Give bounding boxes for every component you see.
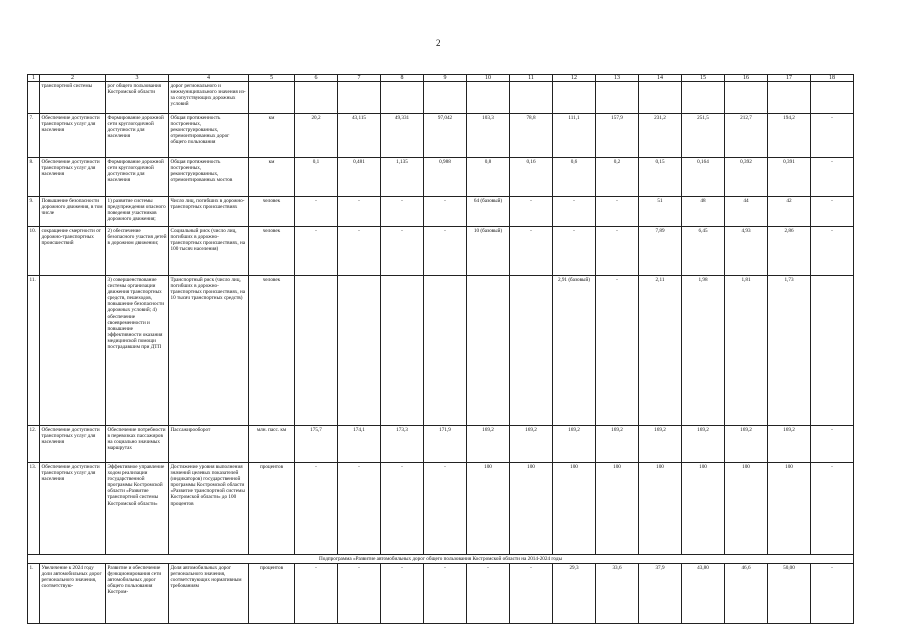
table-cell: - xyxy=(295,564,338,624)
indicators-table xyxy=(27,74,854,624)
goal-cell: сокращение смертности от дорожно-транспортных происшествий xyxy=(40,227,106,276)
table-row xyxy=(28,463,854,555)
table-cell: 1,135 xyxy=(381,158,424,197)
table-cell: Формирование дорожной сети круглогодичной доступности для населения xyxy=(106,114,169,158)
table-cell: 7 xyxy=(338,75,381,82)
table-cell xyxy=(381,276,424,426)
table-cell xyxy=(424,82,467,114)
table-cell: 0,391 xyxy=(768,158,811,197)
table-row xyxy=(28,276,854,426)
table-cell xyxy=(682,82,725,114)
subprogram-title: Подпрограмма «Развитие автомобильных дорог общего пользования Костромской области на 2014-2024 годы xyxy=(28,555,854,564)
table-cell: 169,2 xyxy=(682,426,725,463)
row-number-cell: 9. xyxy=(28,197,40,227)
table-cell: 169,2 xyxy=(553,426,596,463)
table-cell: 10 xyxy=(467,75,510,82)
table-cell: 0,2 xyxy=(596,158,639,197)
table-cell: человек xyxy=(249,197,295,227)
row-number-cell: 1. xyxy=(28,564,40,624)
table-cell: 157,9 xyxy=(596,114,639,158)
table-cell: 13 xyxy=(596,75,639,82)
table-cell: 0,988 xyxy=(424,158,467,197)
table-cell: 100 xyxy=(682,463,725,555)
table-cell: Доля автомобильных дорог регионального значения, соответствующих нормативным требованиям xyxy=(169,564,249,624)
table-cell: - xyxy=(424,227,467,276)
table-cell: 44 xyxy=(725,197,768,227)
table-cell: 15 xyxy=(682,75,725,82)
table-cell: - xyxy=(381,463,424,555)
table-cell: 169,2 xyxy=(725,426,768,463)
table-cell: - xyxy=(381,197,424,227)
table-cell xyxy=(338,82,381,114)
table-cell: - xyxy=(467,564,510,624)
table-cell: человек xyxy=(249,276,295,426)
table-row xyxy=(28,227,854,276)
goal-cell: Обеспечение доступности транспортных услуг для населения xyxy=(40,463,106,555)
table-cell: 78,8 xyxy=(510,114,553,158)
table-cell: 9 xyxy=(424,75,467,82)
goal-cell: Увеличение к 2024 году доли автомобильных дорог регионального значения, соответствую- xyxy=(40,564,106,624)
table-cell xyxy=(424,276,467,426)
table-cell: 100 xyxy=(553,463,596,555)
table-cell: 169,2 xyxy=(639,426,682,463)
table-cell xyxy=(249,82,295,114)
table-cell xyxy=(596,82,639,114)
table-cell: 10 (базовый) xyxy=(467,227,510,276)
table-cell: Общая протяженность построенных, реконструированных, отремонтированных мостов xyxy=(169,158,249,197)
table-cell: 0,392 xyxy=(725,158,768,197)
goal-cell: транспортной системы xyxy=(40,82,106,114)
table-cell: - xyxy=(424,197,467,227)
table-cell: 169,2 xyxy=(768,426,811,463)
table-cell: Социальный риск (число лиц, погибших в дорожно-транспортных происшествиях, на 100 тысяч населения) xyxy=(169,227,249,276)
page-number: 2 xyxy=(436,38,441,48)
table-cell: - xyxy=(553,227,596,276)
table-cell: 51 xyxy=(639,197,682,227)
table-cell: - xyxy=(553,197,596,227)
table-cell: 100 xyxy=(768,463,811,555)
table-cell: человек xyxy=(249,227,295,276)
table-cell: - xyxy=(381,227,424,276)
table-cell: - xyxy=(510,564,553,624)
table-row xyxy=(28,564,854,624)
table-cell: 97,042 xyxy=(424,114,467,158)
goal-cell xyxy=(40,276,106,426)
table-cell: - xyxy=(381,564,424,624)
table-cell xyxy=(467,276,510,426)
table-cell: - xyxy=(811,114,854,158)
table-cell: 0,164 xyxy=(682,158,725,197)
table-cell xyxy=(295,82,338,114)
table-cell: Общая протяженность построенных, реконструированных, отремонтированных дорог общего пользования xyxy=(169,114,249,158)
table-cell xyxy=(553,82,596,114)
table-cell: 169,2 xyxy=(596,426,639,463)
table-cell: 111,1 xyxy=(553,114,596,158)
table-cell: 18 xyxy=(811,75,854,82)
table-cell: 16 xyxy=(725,75,768,82)
goal-cell: Обеспечение доступности транспортных услуг для населения xyxy=(40,158,106,197)
table-cell: 231,2 xyxy=(639,114,682,158)
table-cell: 2,91 (базовый) xyxy=(553,276,596,426)
table-cell: 11 xyxy=(510,75,553,82)
table-cell: 100 xyxy=(725,463,768,555)
table-cell: 4,93 xyxy=(725,227,768,276)
table-cell xyxy=(768,82,811,114)
table-cell: 14 xyxy=(639,75,682,82)
table-cell: 169,2 xyxy=(467,426,510,463)
table-cell: 0,481 xyxy=(338,158,381,197)
table-cell: 43,115 xyxy=(338,114,381,158)
table-cell xyxy=(510,276,553,426)
table-cell: Достижение уровня выполнения значений целевых показателей (индикаторов) государственной программы Костромской области «Развитие транспортной системы Костромской области» до 100 процентов xyxy=(169,463,249,555)
table-cell: Формирование дорожной сети круглогодичной доступности для населения xyxy=(106,158,169,197)
subprogram-title-row xyxy=(28,555,854,564)
table-cell: 42 xyxy=(768,197,811,227)
table-cell: - xyxy=(338,463,381,555)
table-cell: - xyxy=(338,564,381,624)
table-cell: 5 xyxy=(249,75,295,82)
table-cell: 1) развитие системы предупреждения опасного поведения участников дорожного движения; xyxy=(106,197,169,227)
table-cell: 171,9 xyxy=(424,426,467,463)
table-cell: 0,6 xyxy=(553,158,596,197)
table-cell: 1,81 xyxy=(725,276,768,426)
table-cell: - xyxy=(338,227,381,276)
table-cell: 194,2 xyxy=(768,114,811,158)
table-cell xyxy=(295,276,338,426)
table-cell: - xyxy=(510,197,553,227)
table-cell: 7,89 xyxy=(639,227,682,276)
table-cell: 212,7 xyxy=(725,114,768,158)
table-cell: 2 xyxy=(40,75,106,82)
table-cell: - xyxy=(338,197,381,227)
table-cell: 29,3 xyxy=(553,564,596,624)
table-cell: км xyxy=(249,158,295,197)
table-cell xyxy=(725,82,768,114)
table-cell: 175,7 xyxy=(295,426,338,463)
table-cell: - xyxy=(596,276,639,426)
table-cell: 0,15 xyxy=(639,158,682,197)
row-number-cell: 8. xyxy=(28,158,40,197)
table-cell: 6,45 xyxy=(682,227,725,276)
table-cell xyxy=(467,82,510,114)
table-cell: км xyxy=(249,114,295,158)
table-cell: 4 xyxy=(169,75,249,82)
table-cell xyxy=(811,276,854,426)
table-cell xyxy=(639,82,682,114)
row-number-cell: 7. xyxy=(28,114,40,158)
table-cell xyxy=(811,82,854,114)
table-cell: - xyxy=(811,197,854,227)
table-cell: - xyxy=(811,564,854,624)
table-row xyxy=(28,197,854,227)
table-row xyxy=(28,158,854,197)
table-cell: 100 xyxy=(467,463,510,555)
table-cell: Пассажирооборот xyxy=(169,426,249,463)
table-cell: 43,80 xyxy=(682,564,725,624)
table-body xyxy=(28,75,854,624)
table-cell: - xyxy=(811,426,854,463)
goal-cell: Повышение безопасности дорожного движения, в том числе xyxy=(40,197,106,227)
table-cell: 174,1 xyxy=(338,426,381,463)
table-cell: 2) обеспечение безопасного участия детей в дорожном движении; xyxy=(106,227,169,276)
table-cell: млн. пасс. км xyxy=(249,426,295,463)
table-cell: 48 xyxy=(682,197,725,227)
table-cell: рог общего пользования Костромской области xyxy=(106,82,169,114)
table-cell: 6 xyxy=(295,75,338,82)
table-cell: 100 xyxy=(639,463,682,555)
table-cell: 0,1 xyxy=(295,158,338,197)
table-cell: Развитие и обеспечение функционирования сети автомобильных дорог общего пользования Костром- xyxy=(106,564,169,624)
table-cell: 3) совершенствование системы организации движения транспортных средств, пешеходов, повышение безопасности дорожных условий; 4) обеспечение своевременности и повышение эффективности оказания медицинской помощи пострадавшим при ДТП xyxy=(106,276,169,426)
table-cell: 46,6 xyxy=(725,564,768,624)
row-number-cell xyxy=(28,82,40,114)
table-cell: процентов xyxy=(249,463,295,555)
table-cell: - xyxy=(424,564,467,624)
table-cell: 64 (базовый) xyxy=(467,197,510,227)
table-cell: 8 xyxy=(381,75,424,82)
table-cell: 2,11 xyxy=(639,276,682,426)
table-row xyxy=(28,426,854,463)
table-cell: 1,73 xyxy=(768,276,811,426)
goal-cell: Обеспечение доступности транспортных услуг для населения xyxy=(40,114,106,158)
table-cell: 251,5 xyxy=(682,114,725,158)
row-number-cell: 12. xyxy=(28,426,40,463)
table-cell: - xyxy=(510,227,553,276)
table-cell xyxy=(381,82,424,114)
table-cell: - xyxy=(596,197,639,227)
table-header-row xyxy=(28,75,854,82)
table-cell: - xyxy=(596,227,639,276)
table-cell xyxy=(338,276,381,426)
table-cell: - xyxy=(295,227,338,276)
table-cell: 103,3 xyxy=(467,114,510,158)
table-cell: 37,9 xyxy=(639,564,682,624)
table-cell: - xyxy=(424,463,467,555)
table-cell: 3 xyxy=(106,75,169,82)
table-cell: - xyxy=(295,197,338,227)
row-number-cell: 10. xyxy=(28,227,40,276)
table-cell: 12 xyxy=(553,75,596,82)
table-cell: процентов xyxy=(249,564,295,624)
table-cell: Обеспечение потребности в перевозках пассажиров на социально значимых маршрутах xyxy=(106,426,169,463)
table-cell: 0,8 xyxy=(467,158,510,197)
table-cell: - xyxy=(811,463,854,555)
table-row xyxy=(28,82,854,114)
goal-cell: Обеспечение доступности транспортных услуг для населения xyxy=(40,426,106,463)
table-cell xyxy=(510,82,553,114)
table-cell: 173,3 xyxy=(381,426,424,463)
table-cell: Транспортный риск (число лиц, погибших в дорожно-транспортных происшествиях, на 10 тысяч транспортных средств) xyxy=(169,276,249,426)
table-cell: - xyxy=(811,158,854,197)
table-cell: Эффективное управление ходом реализации государственной программы Костромской области «Развитие транспортной системы Костромской области» xyxy=(106,463,169,555)
table-cell: дорог регионального и межмуниципального значения из-за сопутствующих дорожных условий xyxy=(169,82,249,114)
table-cell: 20,2 xyxy=(295,114,338,158)
table-cell: 169,2 xyxy=(510,426,553,463)
table-cell: 0,16 xyxy=(510,158,553,197)
table-row xyxy=(28,114,854,158)
table-cell: Число лиц, погибших в дорожно-транспортных происшествиях xyxy=(169,197,249,227)
table-cell: 100 xyxy=(596,463,639,555)
table-cell: 2,86 xyxy=(768,227,811,276)
table-cell: 1 xyxy=(28,75,40,82)
table-cell: 100 xyxy=(510,463,553,555)
table-cell: 1,98 xyxy=(682,276,725,426)
table-cell: 17 xyxy=(768,75,811,82)
table-cell: 49,331 xyxy=(381,114,424,158)
table-cell: - xyxy=(295,463,338,555)
row-number-cell: 11. xyxy=(28,276,40,426)
row-number-cell: 13. xyxy=(28,463,40,555)
table-cell: - xyxy=(811,227,854,276)
table-cell: 50,00 xyxy=(768,564,811,624)
table-cell: 33,6 xyxy=(596,564,639,624)
